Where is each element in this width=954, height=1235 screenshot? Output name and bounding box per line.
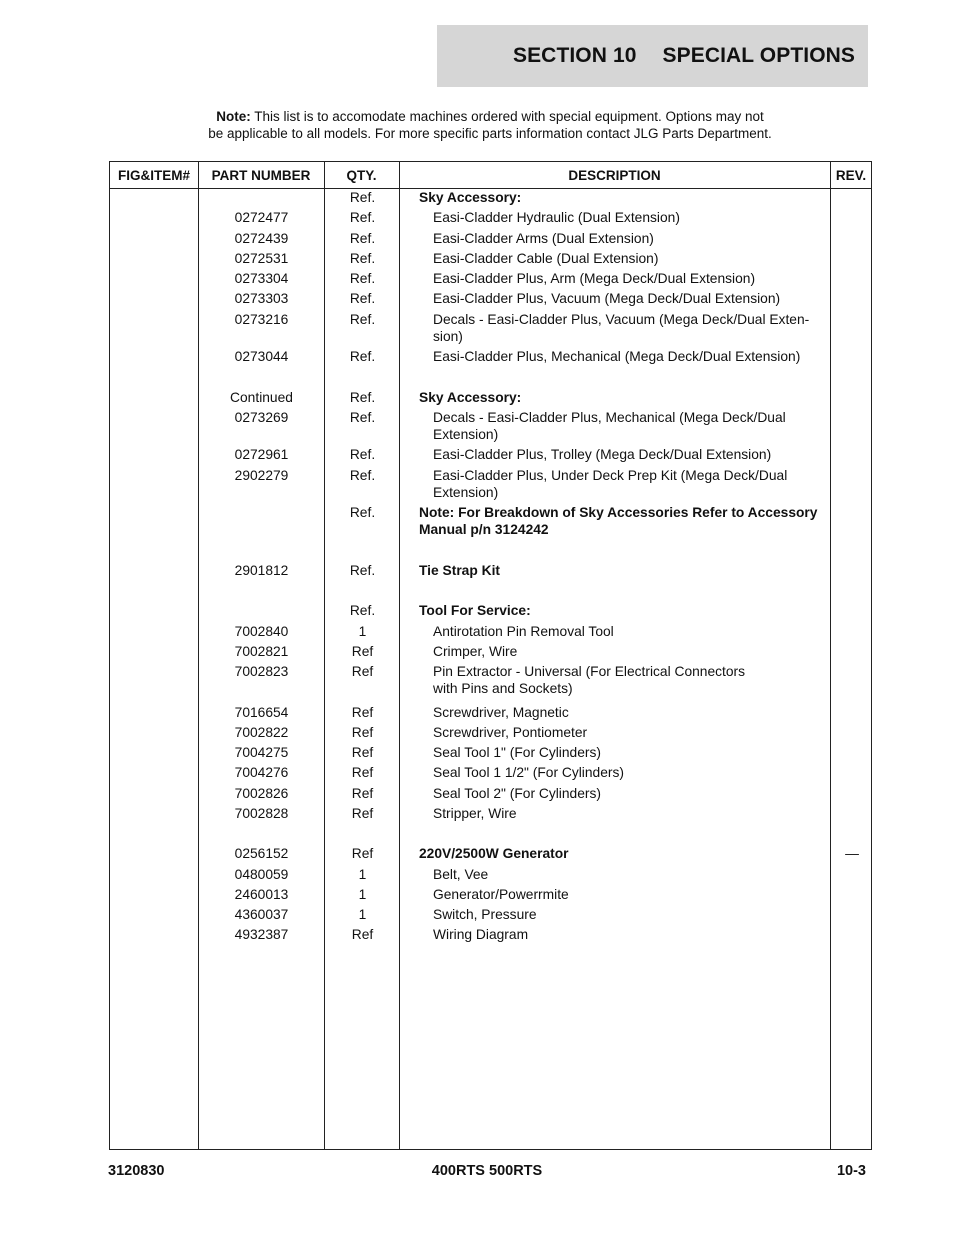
description-cell: Easi-Cladder Hydraulic (Dual Extension) bbox=[433, 210, 680, 225]
qty-cell: Ref bbox=[351, 786, 374, 801]
description-cell: Easi-Cladder Cable (Dual Extension) bbox=[433, 251, 659, 266]
qty-cell: Ref bbox=[351, 705, 374, 720]
part-number-cell: 4932387 bbox=[234, 927, 289, 942]
part-number-cell: 0273216 bbox=[234, 312, 289, 327]
col-header-description: DESCRIPTION bbox=[568, 167, 661, 183]
part-number-cell: 0272531 bbox=[234, 251, 289, 266]
description-cell: Sky Accessory: bbox=[419, 390, 522, 405]
description-cell: Decals - Easi-Cladder Plus, Mechanical (Mega Deck/Dual Extension) bbox=[433, 410, 786, 442]
rev-cell: — bbox=[845, 846, 859, 861]
description-cell: Decals - Easi-Cladder Plus, Vacuum (Mega Deck/Dual Exten- sion) bbox=[433, 312, 810, 344]
qty-cell: Ref. bbox=[349, 271, 376, 286]
description-cell: Switch, Pressure bbox=[433, 907, 537, 922]
description-cell: Crimper, Wire bbox=[433, 644, 518, 659]
qty-cell: Ref bbox=[351, 745, 374, 760]
part-number-cell: 0272439 bbox=[234, 231, 289, 246]
qty-cell: Ref. bbox=[349, 190, 376, 205]
description-cell: Easi-Cladder Plus, Under Deck Prep Kit (Mega Deck/Dual Extension) bbox=[433, 468, 788, 500]
description-cell: Screwdriver, Magnetic bbox=[433, 705, 569, 720]
description-cell: Antirotation Pin Removal Tool bbox=[433, 624, 614, 639]
description-cell: Wiring Diagram bbox=[433, 927, 529, 942]
part-number-cell: 7004275 bbox=[234, 745, 289, 760]
part-number-cell: 2460013 bbox=[234, 887, 289, 902]
part-number-cell: 0273044 bbox=[234, 349, 289, 364]
part-number-cell: 7002822 bbox=[234, 725, 289, 740]
qty-cell: Ref. bbox=[349, 390, 376, 405]
note-line-1-text: This list is to accomodate machines ordered with special equipment. Options may not bbox=[250, 109, 764, 124]
section-title: SPECIAL OPTIONS bbox=[662, 44, 855, 67]
description-cell: Seal Tool 2" (For Cylinders) bbox=[433, 786, 601, 801]
qty-cell: Ref. bbox=[349, 231, 376, 246]
page-footer bbox=[108, 1163, 866, 1183]
qty-cell: Ref bbox=[351, 806, 374, 821]
part-number-cell: 7004276 bbox=[234, 765, 289, 780]
part-number-cell: 7002840 bbox=[234, 624, 289, 639]
note-text bbox=[150, 108, 830, 142]
description-cell: Screwdriver, Pontiometer bbox=[433, 725, 588, 740]
qty-cell: Ref. bbox=[349, 312, 376, 327]
description-cell: Easi-Cladder Plus, Arm (Mega Deck/Dual Extension) bbox=[433, 271, 756, 286]
description-cell: Pin Extractor - Universal (For Electrical Connectors with Pins and Sockets) bbox=[433, 664, 746, 696]
part-number-cell: 2902279 bbox=[234, 468, 289, 483]
section-number: SECTION 10 bbox=[512, 44, 637, 67]
qty-cell: Ref. bbox=[349, 447, 376, 462]
model-names: 400RTS 500RTS bbox=[431, 1163, 543, 1179]
description-cell: 220V/2500W Generator bbox=[419, 846, 569, 861]
part-number-cell: 0272961 bbox=[234, 447, 289, 462]
section-header bbox=[437, 25, 868, 87]
qty-cell: Ref. bbox=[349, 291, 376, 306]
part-number-cell: 4360037 bbox=[234, 907, 289, 922]
part-number-cell: 0256152 bbox=[234, 846, 289, 861]
description-cell: Tie Strap Kit bbox=[419, 563, 501, 578]
part-number-cell: 7016654 bbox=[234, 705, 289, 720]
page-number: 10-3 bbox=[836, 1163, 866, 1179]
part-number-cell: 0273304 bbox=[234, 271, 289, 286]
qty-cell: 1 bbox=[358, 624, 367, 639]
qty-cell: 1 bbox=[358, 907, 367, 922]
parts-table bbox=[109, 161, 872, 1150]
description-cell: Note: For Breakdown of Sky Accessories Refer to Accessory Manual p/n 3124242 bbox=[419, 505, 818, 537]
description-cell: Generator/Powerrmite bbox=[433, 887, 569, 902]
part-number-cell: 7002828 bbox=[234, 806, 289, 821]
part-number-cell: Continued bbox=[230, 390, 293, 405]
part-number-cell: 7002826 bbox=[234, 786, 289, 801]
qty-cell: Ref bbox=[351, 765, 374, 780]
qty-cell: Ref. bbox=[349, 468, 376, 483]
col-header-fig-item: FIG&ITEM# bbox=[117, 167, 190, 183]
note-line-1 bbox=[150, 108, 830, 125]
qty-cell: Ref. bbox=[349, 563, 376, 578]
description-cell: Seal Tool 1" (For Cylinders) bbox=[433, 745, 601, 760]
qty-cell: Ref. bbox=[349, 603, 376, 618]
col-header-rev: REV. bbox=[835, 167, 867, 183]
part-number-cell: 0273269 bbox=[234, 410, 289, 425]
description-cell: Easi-Cladder Arms (Dual Extension) bbox=[433, 231, 654, 246]
description-cell: Stripper, Wire bbox=[433, 806, 517, 821]
part-number-cell: 0272477 bbox=[234, 210, 289, 225]
part-number-cell: 7002821 bbox=[234, 644, 289, 659]
qty-cell: Ref bbox=[351, 846, 374, 861]
qty-cell: Ref bbox=[351, 644, 374, 659]
part-number-cell: 2901812 bbox=[234, 563, 289, 578]
document-number: 3120830 bbox=[108, 1163, 165, 1179]
qty-cell: 1 bbox=[358, 867, 367, 882]
col-header-qty: QTY. bbox=[346, 167, 377, 183]
qty-cell: Ref. bbox=[349, 410, 376, 425]
part-number-cell: 7002823 bbox=[234, 664, 289, 679]
note-label: Note: bbox=[216, 109, 251, 124]
col-header-part-number: PART NUMBER bbox=[211, 167, 311, 183]
description-cell: Easi-Cladder Plus, Mechanical (Mega Deck/Dual Extension) bbox=[433, 349, 801, 364]
qty-cell: Ref. bbox=[349, 210, 376, 225]
qty-cell: Ref. bbox=[349, 505, 376, 520]
qty-cell: Ref bbox=[351, 927, 374, 942]
description-cell: Easi-Cladder Plus, Vacuum (Mega Deck/Dual Extension) bbox=[433, 291, 781, 306]
part-number-cell: 0273303 bbox=[234, 291, 289, 306]
description-cell: Tool For Service: bbox=[419, 603, 531, 618]
description-cell: Easi-Cladder Plus, Trolley (Mega Deck/Dual Extension) bbox=[433, 447, 772, 462]
description-cell: Belt, Vee bbox=[433, 867, 489, 882]
part-number-cell: 0480059 bbox=[234, 867, 289, 882]
qty-cell: 1 bbox=[358, 887, 367, 902]
note-line-2: be applicable to all models. For more specific parts information contact JLG Parts Department. bbox=[208, 126, 772, 141]
description-cell: Seal Tool 1 1/2" (For Cylinders) bbox=[433, 765, 624, 780]
description-cell: Sky Accessory: bbox=[419, 190, 522, 205]
qty-cell: Ref bbox=[351, 725, 374, 740]
qty-cell: Ref. bbox=[349, 251, 376, 266]
qty-cell: Ref. bbox=[349, 349, 376, 364]
qty-cell: Ref bbox=[351, 664, 374, 679]
